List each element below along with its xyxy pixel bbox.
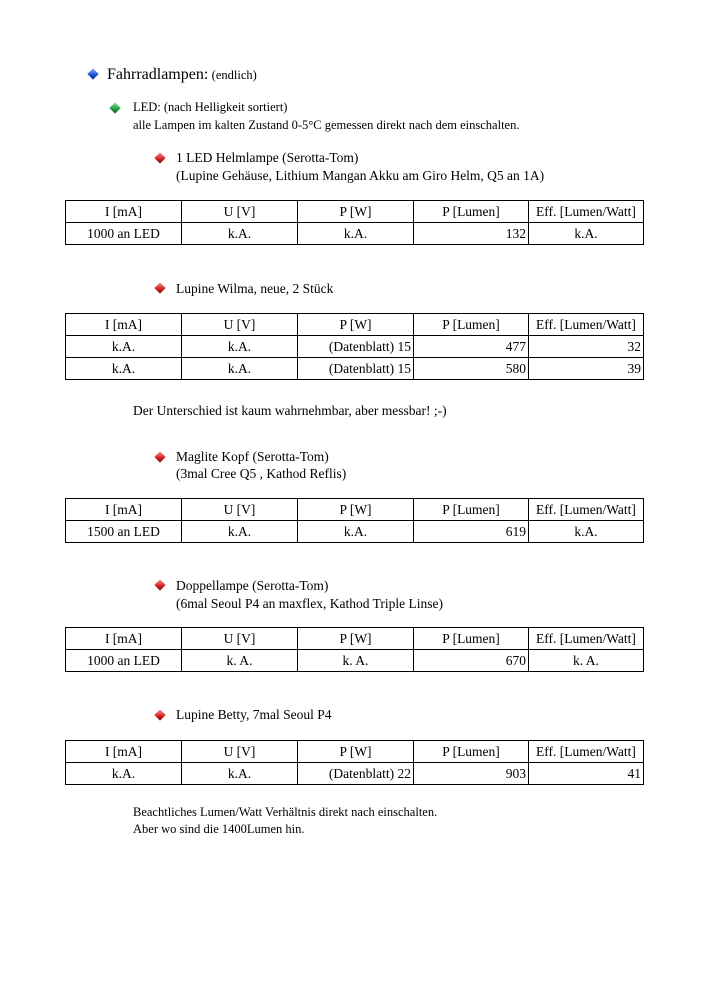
table-row	[66, 763, 644, 785]
table-header-row	[66, 314, 644, 336]
lamp-1-subtitle: (Lupine Gehäuse, Lithium Mangan Akku am Giro Helm, Q5 an 1A)	[176, 168, 545, 183]
cell-efficiency: k.A.	[529, 521, 644, 543]
cell-power: (Datenblatt) 15	[298, 336, 414, 358]
cell-efficiency: 39	[529, 358, 644, 380]
cell-voltage: k.A.	[182, 763, 298, 785]
column-header: Eff. [Lumen/Watt]	[529, 499, 644, 521]
cell-voltage: k.A.	[182, 336, 298, 358]
cell-voltage: k. A.	[182, 650, 298, 672]
footer-line-1: Beachtliches Lumen/Watt Verhältnis direkt nach einschalten.	[133, 805, 438, 819]
column-header: P [W]	[298, 314, 414, 336]
column-header: P [Lumen]	[414, 741, 529, 763]
lamp-2-table	[65, 313, 644, 380]
led-section-note: alle Lampen im kalten Zustand 0-5°C gemessen direkt nach dem einschalten.	[133, 118, 520, 132]
table-header-row	[66, 628, 644, 650]
lamp-3-subtitle: (3mal Cree Q5 , Kathod Reflis)	[176, 466, 347, 481]
lamp-3-bullet-icon	[154, 451, 165, 462]
table-header-row	[66, 201, 644, 223]
lamp-4-bullet-icon	[154, 579, 165, 590]
lamp-1-table	[65, 200, 644, 245]
table-row	[66, 521, 644, 543]
cell-efficiency: k. A.	[529, 650, 644, 672]
cell-power: k.A.	[298, 223, 414, 245]
lamp-4-subtitle: (6mal Seoul P4 an maxflex, Kathod Triple Linse)	[176, 596, 443, 611]
column-header: I [mA]	[66, 314, 182, 336]
lamp-1-bullet-icon	[154, 152, 165, 163]
column-header: I [mA]	[66, 499, 182, 521]
table-row	[66, 358, 644, 380]
lamp-5-table	[65, 740, 644, 785]
lamp-4-table	[65, 627, 644, 672]
column-header: P [W]	[298, 201, 414, 223]
lamp-4-title: Doppellampe (Serotta-Tom)	[176, 578, 329, 593]
lamp-2-comment: Der Unterschied ist kaum wahrnehmbar, aber messbar! ;-)	[133, 403, 447, 418]
column-header: P [Lumen]	[414, 499, 529, 521]
column-header: U [V]	[182, 499, 298, 521]
column-header: Eff. [Lumen/Watt]	[529, 628, 644, 650]
cell-lumen: 903	[414, 763, 529, 785]
column-header: P [Lumen]	[414, 201, 529, 223]
led-bullet-icon	[109, 102, 120, 113]
cell-lumen: 477	[414, 336, 529, 358]
cell-current: k.A.	[66, 358, 182, 380]
lamp-3-table	[65, 498, 644, 543]
table-header-row	[66, 499, 644, 521]
lamp-2-title: Lupine Wilma, neue, 2 Stück	[176, 281, 334, 296]
cell-lumen: 580	[414, 358, 529, 380]
cell-lumen: 619	[414, 521, 529, 543]
table-row	[66, 223, 644, 245]
column-header: P [W]	[298, 499, 414, 521]
column-header: U [V]	[182, 741, 298, 763]
page-title	[107, 66, 257, 84]
cell-lumen: 132	[414, 223, 529, 245]
cell-efficiency: 32	[529, 336, 644, 358]
footer-line-2: Aber wo sind die 1400Lumen hin.	[133, 822, 305, 836]
cell-power: k. A.	[298, 650, 414, 672]
cell-power: k.A.	[298, 521, 414, 543]
table-header-row	[66, 741, 644, 763]
cell-power: (Datenblatt) 22	[298, 763, 414, 785]
cell-current: k.A.	[66, 763, 182, 785]
cell-current: k.A.	[66, 336, 182, 358]
led-section-title: LED: (nach Helligkeit sortiert)	[133, 100, 288, 114]
cell-voltage: k.A.	[182, 358, 298, 380]
cell-voltage: k.A.	[182, 223, 298, 245]
column-header: Eff. [Lumen/Watt]	[529, 314, 644, 336]
cell-lumen: 670	[414, 650, 529, 672]
column-header: P [Lumen]	[414, 314, 529, 336]
cell-current: 1000 an LED	[66, 223, 182, 245]
lamp-1-title: 1 LED Helmlampe (Serotta-Tom)	[176, 150, 359, 165]
cell-voltage: k.A.	[182, 521, 298, 543]
column-header: P [W]	[298, 741, 414, 763]
column-header: I [mA]	[66, 741, 182, 763]
table-row	[66, 336, 644, 358]
cell-efficiency: 41	[529, 763, 644, 785]
page-title-text: Fahrradlampen:	[107, 66, 209, 83]
table-row	[66, 650, 644, 672]
column-header: Eff. [Lumen/Watt]	[529, 741, 644, 763]
column-header: P [Lumen]	[414, 628, 529, 650]
lamp-5-bullet-icon	[154, 709, 165, 720]
cell-power: (Datenblatt) 15	[298, 358, 414, 380]
lamp-2-bullet-icon	[154, 282, 165, 293]
column-header: I [mA]	[66, 628, 182, 650]
cell-current: 1000 an LED	[66, 650, 182, 672]
column-header: U [V]	[182, 201, 298, 223]
heading-bullet-icon	[87, 68, 98, 79]
column-header: Eff. [Lumen/Watt]	[529, 201, 644, 223]
lamp-3-title: Maglite Kopf (Serotta-Tom)	[176, 449, 329, 464]
column-header: I [mA]	[66, 201, 182, 223]
column-header: U [V]	[182, 314, 298, 336]
cell-current: 1500 an LED	[66, 521, 182, 543]
column-header: P [W]	[298, 628, 414, 650]
cell-efficiency: k.A.	[529, 223, 644, 245]
lamp-5-title: Lupine Betty, 7mal Seoul P4	[176, 707, 332, 722]
page-title-suffix: (endlich)	[211, 68, 257, 82]
column-header: U [V]	[182, 628, 298, 650]
